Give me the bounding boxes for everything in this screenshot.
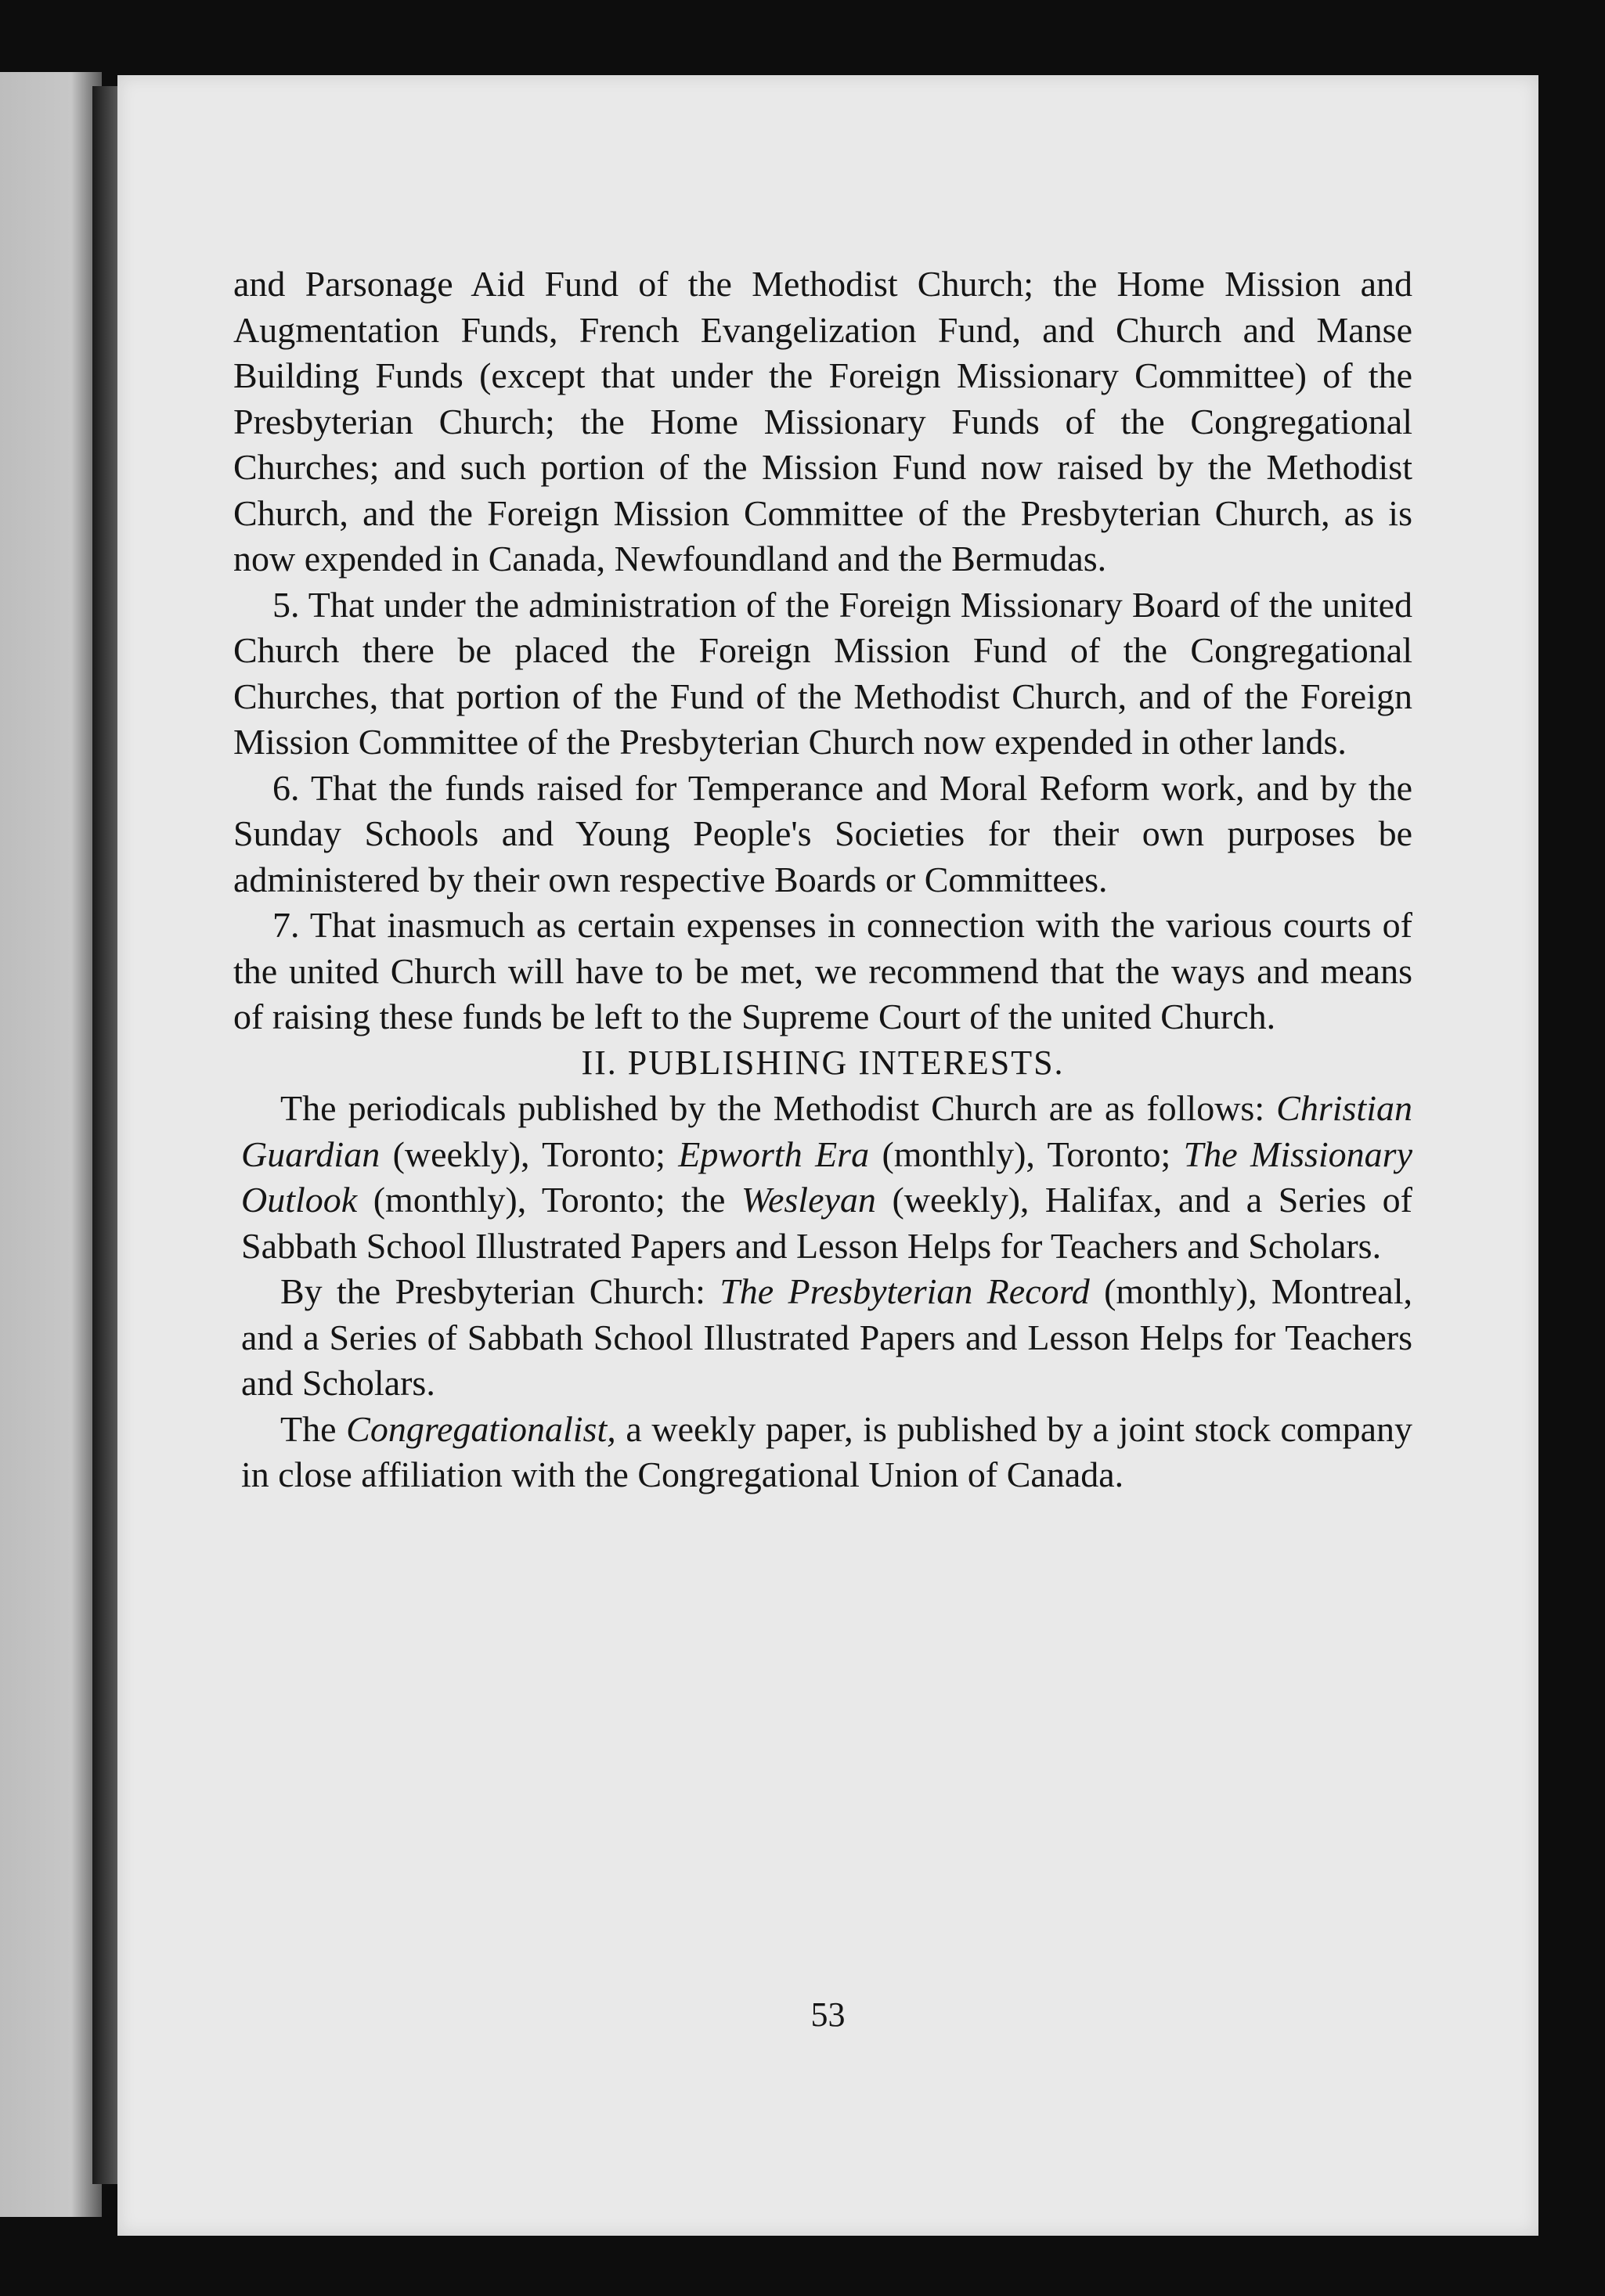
periodical-title: Christian Guardian <box>241 1088 1412 1174</box>
item-6-paragraph: 6. That the funds raised for Temperance and Moral Reform work, and by the Sunday Schools and Young People's Societies for their own purposes be administered by their own respective Boards or Committees. <box>233 767 1412 899</box>
methodist-text: (monthly), Toronto; the <box>357 1180 741 1220</box>
facing-page-edge <box>0 72 102 2217</box>
congregational-intro: The <box>280 1408 347 1449</box>
methodist-text: (weekly), Toronto; <box>380 1134 679 1174</box>
periodical-title: The Missionary Outlook <box>241 1134 1412 1220</box>
periodical-title: Epworth Era <box>678 1134 870 1174</box>
page-text <box>233 261 1412 1498</box>
page-number: 53 <box>810 1995 846 2034</box>
methodist-intro: The periodicals published by the Methodist Church are as follows: <box>280 1088 1277 1128</box>
item-7-paragraph: 7. That inasmuch as certain expenses in connection with the various courts of the united Church will have to be met, we recommend that the ways and means of raising these funds be left to the Supreme Court of the united Church. <box>233 905 1412 1036</box>
periodical-title: Wesleyan <box>741 1180 876 1220</box>
continuation-paragraph: and Parsonage Aid Fund of the Methodist Church; the Home Mission and Augmentation Funds, French Evangelization Fund, and Church and Manse Building Funds (except that under the Foreign Missionary Committee) of the Presbyterian Church; the Home Missionary Funds of the Congregational Churches; and such portion of the Mission Fund now raised by the Methodist Church, and the Foreign Mission Committee of the Presbyterian Church, as is now expended in Canada, Newfoundland and the Bermudas. <box>233 264 1412 579</box>
presbyterian-intro: By the Presbyterian Church: <box>280 1271 720 1311</box>
item-5-paragraph: 5. That under the administration of the Foreign Missionary Board of the united Church there be placed the Foreign Mission Fund of the Congregational Churches, that portion of the Fund of the Methodist Church, and of the Foreign Mission Committee of the Presbyterian Church now expended in other lands. <box>233 584 1412 762</box>
methodist-text: (monthly), Toronto; <box>869 1134 1184 1174</box>
presbyterian-text: (monthly), Montreal, and a Series of Sabbath School Illustrated Papers and Lesson Helps for Teachers and Scholars. <box>241 1271 1412 1403</box>
methodist-paragraph <box>241 1086 1412 1269</box>
congregational-text: a weekly paper, is published by a joint stock company in close affiliation with the Congregational Union of Canada. <box>241 1408 1413 1494</box>
congregational-paragraph <box>241 1407 1412 1498</box>
publishing-section <box>233 1086 1412 1498</box>
methodist-text: (weekly), Halifax, and a Series of Sabbath School Illustrated Papers and Lesson Helps for Teachers and Scholars. <box>241 1180 1412 1266</box>
periodical-title: Congregationalist, <box>346 1408 616 1449</box>
presbyterian-paragraph <box>241 1269 1412 1407</box>
book-page <box>117 75 1538 2236</box>
section-heading: II. PUBLISHING INTERESTS. <box>581 1043 1065 1082</box>
periodical-title: The Presbyterian Record <box>720 1271 1090 1311</box>
